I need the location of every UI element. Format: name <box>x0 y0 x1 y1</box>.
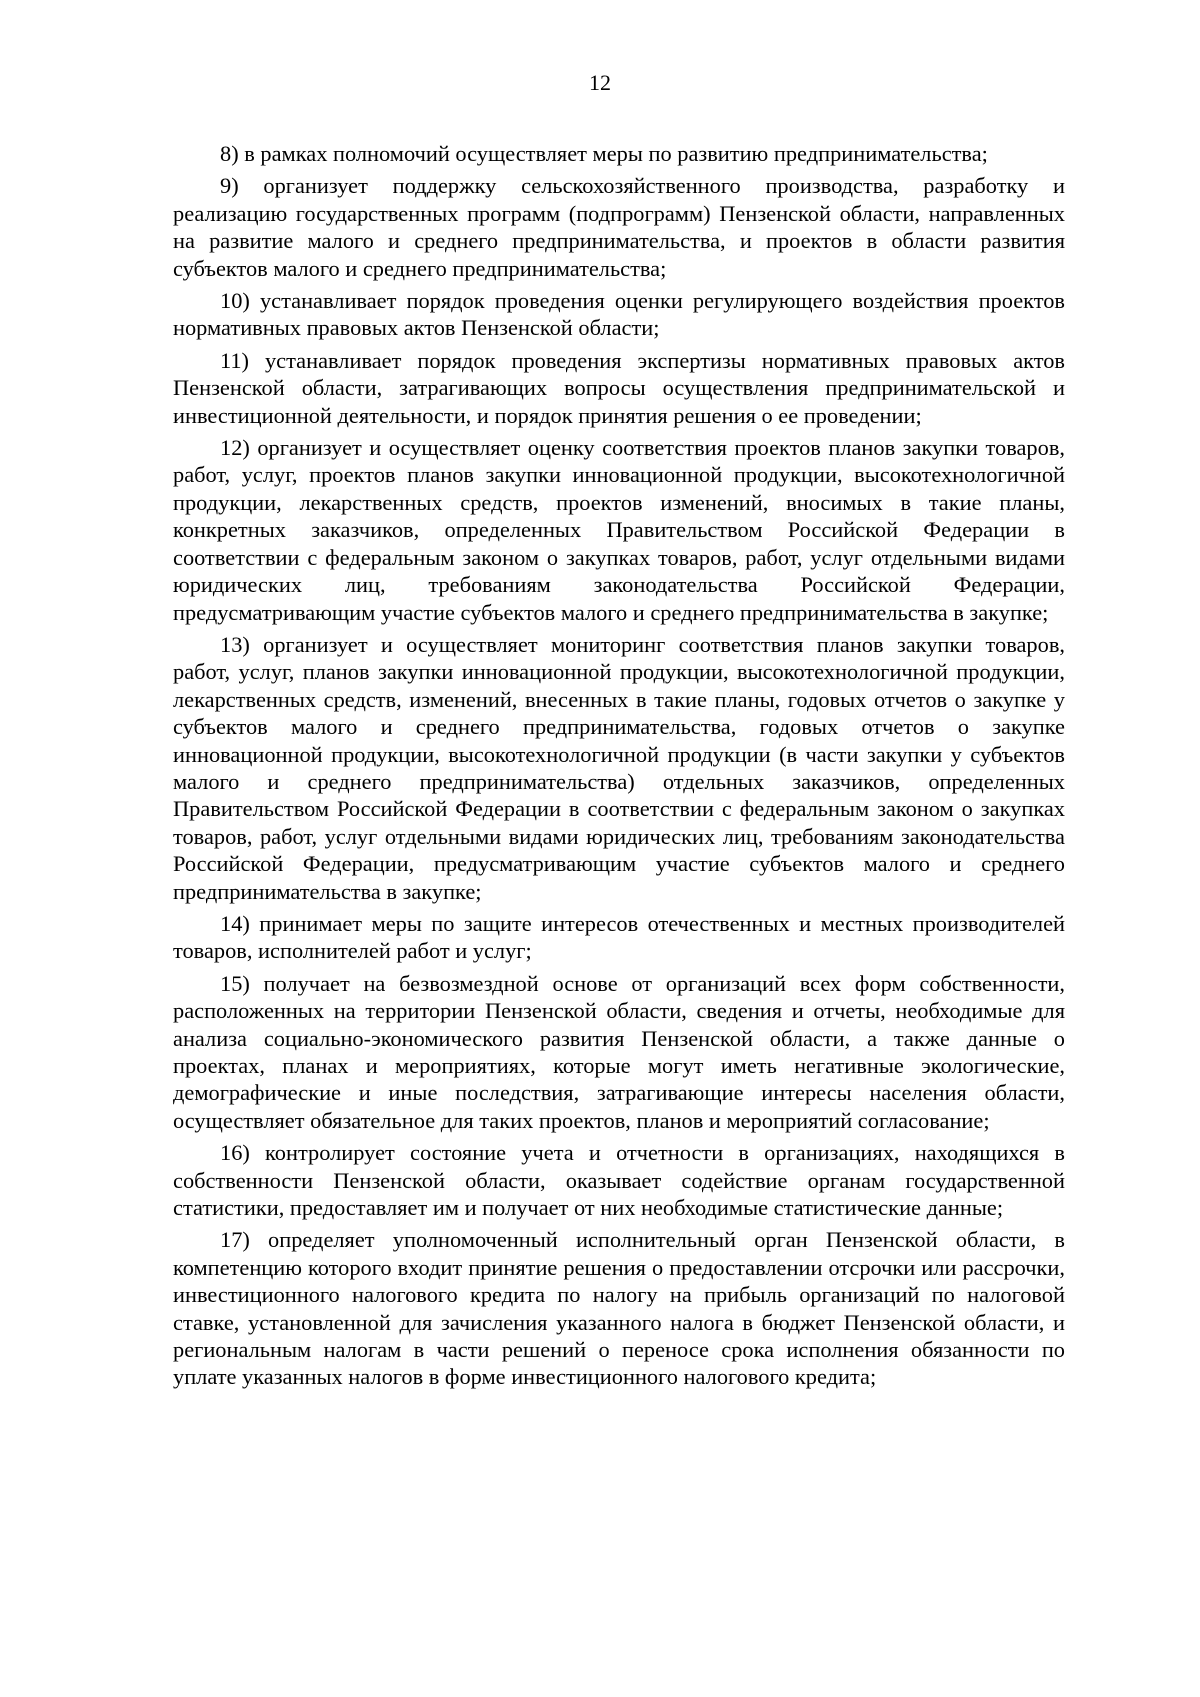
paragraph-item-8: 8) в рамках полномочий осуществляет меры по развитию предпринимательства; <box>220 141 988 166</box>
paragraph-item-15: 15) получает на безвозмездной основе от организаций всех форм собственности, расположенных на территории Пензенской области, сведения и отчеты, необходимые для анализа социально-экономического развития Пензенской области, а также данные о проектах, планах и мероприятиях, которые могут иметь негативные экологические, демографические и иные последствия, затрагивающие интересы населения области, осуществляет обязательное для таких проектов, планов и мероприятий согласование; <box>173 970 1065 1133</box>
paragraph-item-16: 16) контролирует состояние учета и отчетности в организациях, находящихся в собственности Пензенской области, оказывает содействие органам государственной статистики, предоставляет им и получает от них необходимые статистические данные; <box>173 1140 1065 1221</box>
paragraph-item-9: 9) организует поддержку сельскохозяйственного производства, разработку и реализацию государственных программ (подпрограмм) Пензенской области, направленных на развитие малого и среднего предпринимательства, и проектов в области развития субъектов малого и среднего предпринимательства; <box>173 173 1065 281</box>
paragraph-item-13: 13) организует и осуществляет мониторинг соответствия планов закупки товаров, работ, услуг, планов закупки инновационной продукции, высокотехнологичной продукции, лекарственных средств, изменений, внесенных в такие планы, годовых отчетов о закупке у субъектов малого и среднего предпринимательства, годовых отчетов о закупке инновационной продукции, высокотехнологичной продукции (в части закупки у субъектов малого и среднего предпринимательства) отдельных заказчиков, определенных Правительством Российской Федерации в соответствии с федеральным законом о закупках товаров, работ, услуг отдельными видами юридических лиц, требованиям законодательства Российской Федерации, предусматривающим участие субъектов малого и среднего предпринимательства в закупке; <box>173 631 1065 904</box>
paragraph-item-11: 11) устанавливает порядок проведения экспертизы нормативных правовых актов Пензенской области, затрагивающих вопросы осуществления предпринимательской и инвестиционной деятельности, и порядок принятия решения о ее проведении; <box>173 347 1065 428</box>
paragraph-item-12: 12) организует и осуществляет оценку соответствия проектов планов закупки товаров, работ, услуг, проектов планов закупки инновационной продукции, высокотехнологичной продукции, лекарственных средств, проектов изменений, вносимых в такие планы, конкретных заказчиков, определенных Правительством Российской Федерации в соответствии с федеральным законом о закупках товаров, работ, услуг отдельными видами юридических лиц, требованиям законодательства Российской Федерации, предусматривающим участие субъектов малого и среднего предпринимательства в закупке; <box>173 435 1065 625</box>
document-body <box>173 140 1065 1396</box>
paragraph-item-14: 14) принимает меры по защите интересов отечественных и местных производителей товаров, исполнителей работ и услуг; <box>173 910 1065 964</box>
page-number: 12 <box>589 70 611 95</box>
paragraph-item-10: 10) устанавливает порядок проведения оценки регулирующего воздействия проектов нормативных правовых актов Пензенской области; <box>173 288 1065 341</box>
paragraph-item-17: 17) определяет уполномоченный исполнительный орган Пензенской области, в компетенцию которого входит принятие решения о предоставлении отсрочки или рассрочки, инвестиционного налогового кредита по налогу на прибыль организаций по налоговой ставке, установленной для зачисления указанного налога в бюджет Пензенской области, и региональным налогам в части решений о переносе срока исполнения обязанности по уплате указанных налогов в форме инвестиционного налогового кредита; <box>173 1227 1065 1390</box>
